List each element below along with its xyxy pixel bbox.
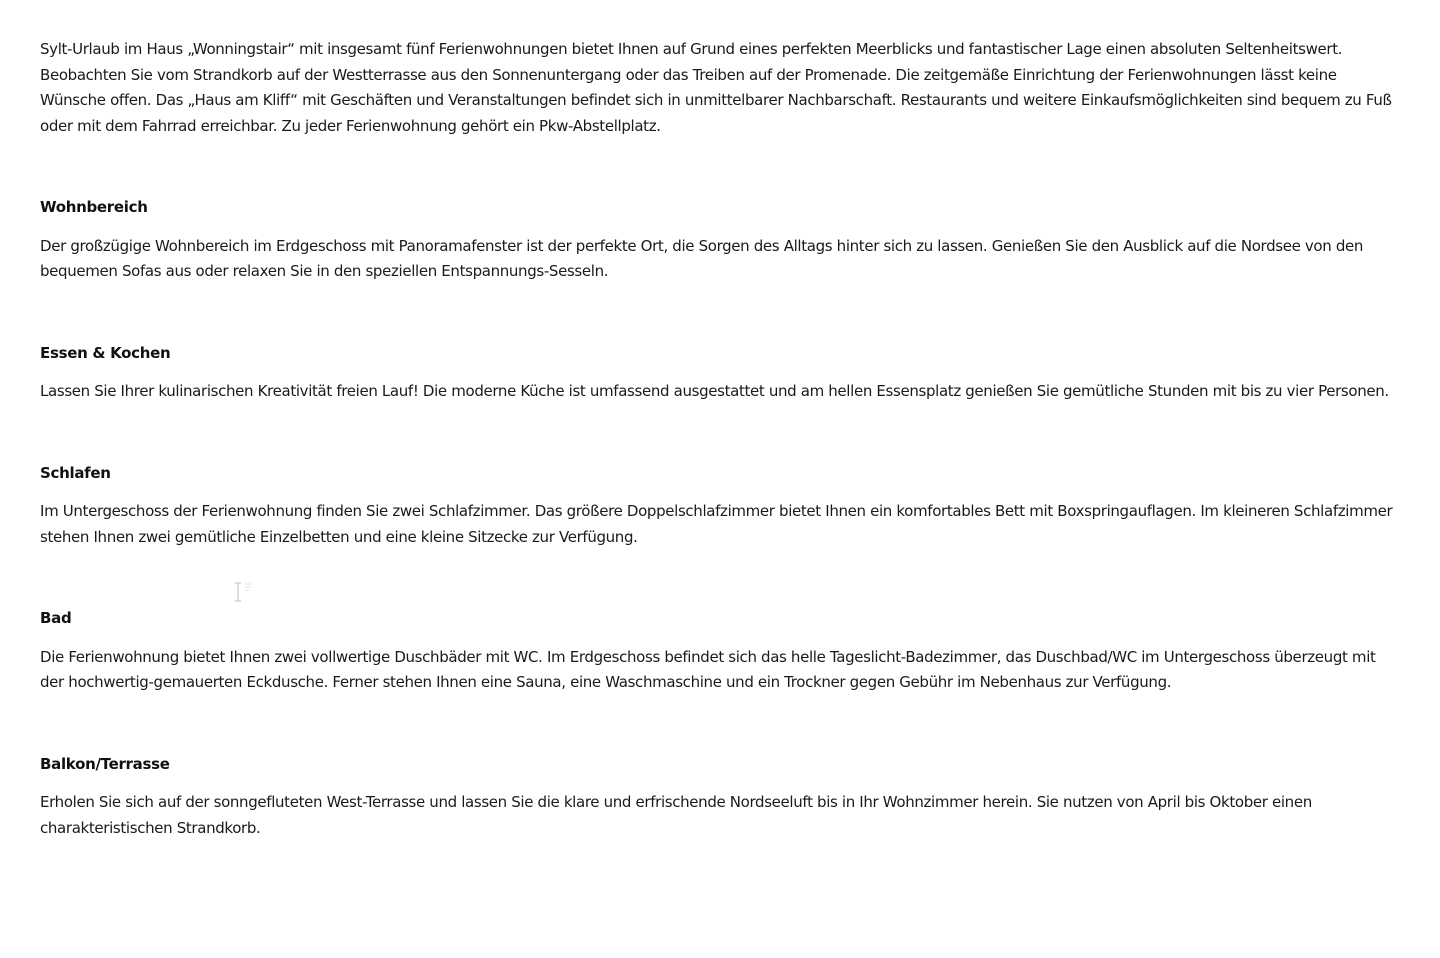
section-bad	[40, 606, 1395, 696]
document-body	[40, 37, 1395, 841]
section-balkon-terrasse	[40, 752, 1395, 842]
section-text-bad: Die Ferienwohnung bietet Ihnen zwei vollwertige Duschbäder mit WC. Im Erdgeschoss befindet sich das helle Tageslicht-Badezimmer, das Duschbad/WC im Untergeschoss überzeugt mit der hochwertig-gemauerten Eckdusche. Ferner stehen Ihnen eine Sauna, eine Waschmaschine und ein Trockner gegen Gebühr im Nebenhaus zur Verfügung.	[40, 647, 1376, 691]
section-heading-balkon-terrasse: Balkon/Terrasse	[40, 754, 170, 773]
intro-paragraph: Sylt-Urlaub im Haus „Wonningstair“ mit insgesamt fünf Ferienwohnungen bietet Ihnen auf Grund eines perfekten Meerblicks und fantastischer Lage einen absoluten Seltenheitswert. Beobachten Sie vom Strandkorb auf der Westterrasse aus den Sonnenuntergang oder das Treiben auf der Promenade. Die zeitgemäße Einrichtung der Ferienwohnungen lässt keine Wünsche offen. Das „Haus am Kliff“ mit Geschäften und Veranstaltungen befindet sich in unmittelbarer Nachbarschaft. Restaurants und weitere Einkaufsmöglichkeiten sind bequem zu Fuß oder mit dem Fahrrad erreichbar. Zu jeder Ferienwohnung gehört ein Pkw-Abstellplatz.	[40, 40, 1392, 135]
section-wohnbereich	[40, 195, 1395, 285]
section-text-schlafen: Im Untergeschoss der Ferienwohnung finden Sie zwei Schlafzimmer. Das größere Doppelschlafzimmer bietet Ihnen ein komfortables Bett mit Boxspringauflagen. Im kleineren Schlafzimmer stehen Ihnen zwei gemütliche Einzelbetten und eine kleine Sitzecke zur Verfügung.	[40, 502, 1393, 546]
section-essen-kochen	[40, 341, 1395, 405]
section-heading-schlafen: Schlafen	[40, 463, 111, 482]
section-text-essen-kochen: Lassen Sie Ihrer kulinarischen Kreativität freien Lauf! Die moderne Küche ist umfassend ausgestattet und am hellen Essensplatz genießen Sie gemütliche Stunden mit bis zu vier Personen.	[40, 382, 1389, 400]
section-heading-wohnbereich: Wohnbereich	[40, 198, 148, 216]
section-heading-essen-kochen: Essen & Kochen	[40, 343, 171, 362]
section-heading-bad: Bad	[40, 609, 72, 627]
section-text-balkon-terrasse: Erholen Sie sich auf der sonngefluteten West-Terrasse und lassen Sie die klare und erfrischende Nordseeluft bis in Ihr Wohnzimmer herein. Sie nutzen von April bis Oktober einen charakteristischen Strandkorb.	[40, 793, 1312, 837]
section-text-wohnbereich: Der großzügige Wohnbereich im Erdgeschoss mit Panoramafenster ist der perfekte Ort, die Sorgen des Alltags hinter sich zu lassen. Genießen Sie den Ausblick auf die Nordsee von den bequemen Sofas aus oder relaxen Sie in den speziellen Entspannungs-Sesseln.	[40, 236, 1364, 280]
section-schlafen	[40, 461, 1395, 551]
